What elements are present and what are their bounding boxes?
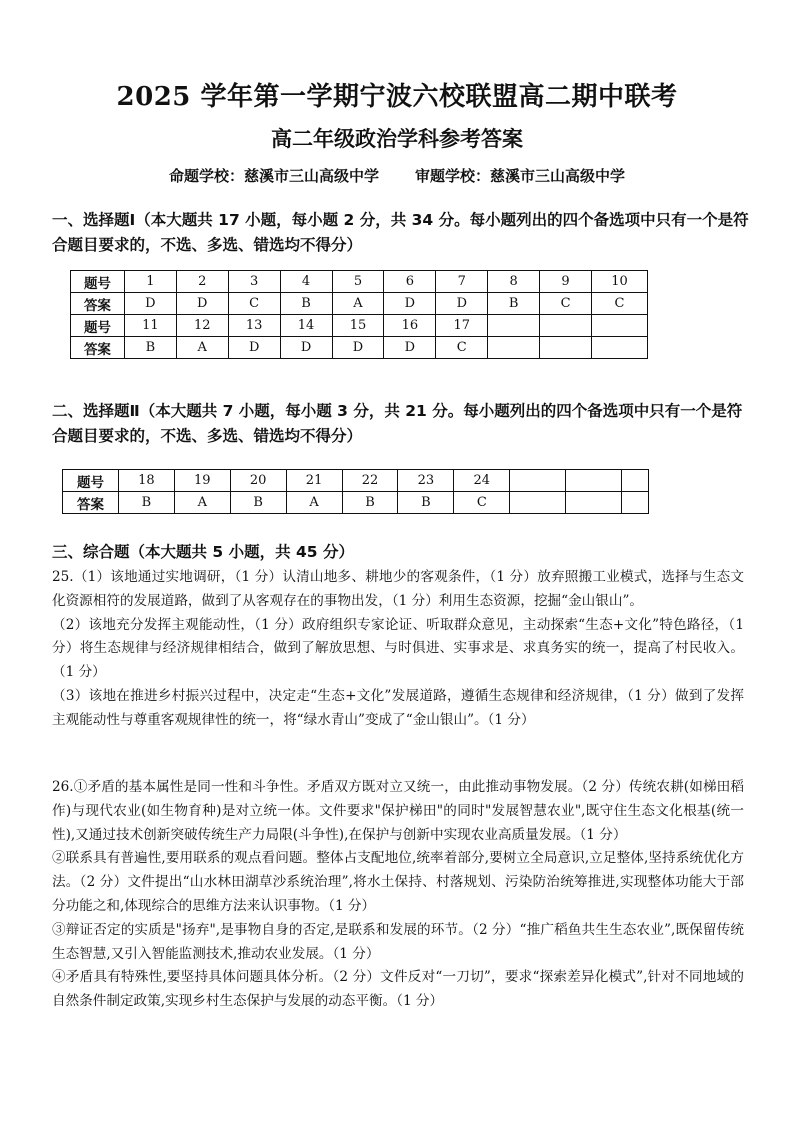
answer-cell: D: [176, 293, 228, 315]
question-number: 14: [280, 315, 332, 337]
answer-label: 答案: [71, 337, 125, 359]
proposer-school: 命题学校：慈溪市三山高级中学: [168, 167, 379, 185]
question-number: [510, 470, 566, 492]
answer-cell: B: [488, 293, 540, 315]
question-number: 18: [118, 470, 174, 492]
question-number: 2: [176, 271, 228, 293]
question-number: 17: [436, 315, 488, 337]
answer-paragraph: （3）该地在推进乡村振兴过程中，决定走“生态+文化”发展道路，遵循生态规律和经济规律，（1 分）做到了发挥主观能动性与尊重客观规律性的统一，将“绿水青山”变成了“金山银山”。（1 分）: [52, 687, 744, 728]
answer-cell: C: [540, 293, 592, 315]
answer-paragraph: （2）该地充分发挥主观能动性，（1 分）政府组织专家论证、听取群众意见，主动探索“生态+文化”特色路径，（1 分）将生态规律与经济规律相结合，做到了解放思想、与时俱进、实事求是、求真务实的统一，提高了村民收入。（1 分）: [52, 616, 744, 681]
answer-cell: D: [384, 337, 436, 359]
answer-cell: D: [332, 337, 384, 359]
question-number: 19: [174, 470, 230, 492]
answer-cell: D: [384, 293, 436, 315]
question-number: 22: [342, 470, 398, 492]
number-label: 题号: [71, 315, 125, 337]
page-title: 2025 学年第一学期宁波六校联盟高二期中联考: [116, 82, 678, 112]
question-number: 16: [384, 315, 436, 337]
question-number: 4: [280, 271, 332, 293]
question-number: 7: [436, 271, 488, 293]
table-row: [71, 293, 648, 315]
answer-cell: B: [118, 492, 174, 514]
answer-cell: D: [124, 293, 176, 315]
answer-paragraph: ②联系具有普遍性,要用联系的观点看问题。整体占支配地位,统率着部分,要树立全局意识,立足整体,坚持系统优化方法。（2 分）文件提出“山水林田湖草沙系统治理”,将水土保持、村落规划、污染防治统筹推进,实现整体功能大于部分功能之和,体现综合的思维方法来认识事物。（1 分）: [52, 850, 744, 914]
answer-label: 答案: [63, 492, 119, 514]
answer-cell: D: [280, 337, 332, 359]
question-number: 3: [228, 271, 280, 293]
section2-answer-table: [62, 469, 649, 514]
answer-cell: [622, 492, 649, 514]
answer-cell: D: [228, 337, 280, 359]
answer-cell: B: [230, 492, 286, 514]
number-label: 题号: [71, 271, 125, 293]
answer-cell: A: [286, 492, 342, 514]
answer-cell: D: [436, 293, 488, 315]
question-number: 23: [398, 470, 454, 492]
answer-paragraph: 26.①矛盾的基本属性是同一性和斗争性。矛盾双方既对立又统一，由此推动事物发展。（2 分）传统农耕(如梯田稻作)与现代农业(如生物育种)是对立统一体。文件要求"保护梯田"的同时"发展智慧农业",既守住生态文化根基(统一性),又通过技术创新突破传统生产力局限(斗争性),在保护与创新中实现农业高质量发展。（1 分）: [52, 779, 744, 843]
table-row: [71, 271, 648, 293]
question-number: 24: [454, 470, 510, 492]
answer-cell: A: [174, 492, 230, 514]
question-number: 15: [332, 315, 384, 337]
question-25-answer: [52, 566, 744, 733]
answer-cell: B: [280, 293, 332, 315]
answer-cell: [510, 492, 566, 514]
question-26-answer: [52, 776, 744, 1014]
table-row: [71, 337, 648, 359]
question-number: 10: [592, 271, 648, 293]
question-number: 20: [230, 470, 286, 492]
question-number: [540, 315, 592, 337]
answer-cell: A: [332, 293, 384, 315]
question-number: [566, 470, 622, 492]
answer-paragraph: ④矛盾具有特殊性,要坚持具体问题具体分析。（2 分）文件反对“一刀切”，要求“探索差异化模式”,针对不同地域的自然条件制定政策,实现乡村生态保护与发展的动态平衡。（1 分）: [52, 969, 744, 1010]
school-info: [0, 165, 794, 186]
section1-answer-table: [70, 270, 648, 359]
question-number: 5: [332, 271, 384, 293]
number-label: 题号: [63, 470, 119, 492]
section3-heading: 三、综合题（本大题共 5 小题，共 45 分）: [52, 543, 354, 561]
answer-cell: [566, 492, 622, 514]
answer-cell: B: [124, 337, 176, 359]
section1-heading: 一、选择题Ⅰ（本大题共 17 小题，每小题 2 分，共 34 分。每小题列出的四个备选项中只有一个是符合题目要求的，不选、多选、错选均不得分）: [52, 211, 749, 254]
table-row: [71, 315, 648, 337]
answer-cell: B: [342, 492, 398, 514]
answer-cell: [488, 337, 540, 359]
answer-paragraph: ③辩证否定的实质是"扬弃",是事物自身的否定,是联系和发展的环节。（2 分）“推广稻鱼共生生态农业”,既保留传统生态智慧,又引入智能监测技术,推动农业发展。（1 分）: [52, 921, 744, 962]
question-number: 21: [286, 470, 342, 492]
answer-cell: C: [592, 293, 648, 315]
question-number: [592, 315, 648, 337]
answer-label: 答案: [71, 293, 125, 315]
question-number: [488, 315, 540, 337]
question-number: [622, 470, 649, 492]
question-number: 13: [228, 315, 280, 337]
question-number: 11: [124, 315, 176, 337]
reviewer-school: 审题学校：慈溪市三山高级中学: [415, 167, 626, 185]
table-row: [63, 492, 649, 514]
answer-cell: [592, 337, 648, 359]
answer-cell: [540, 337, 592, 359]
question-number: 1: [124, 271, 176, 293]
question-number: 8: [488, 271, 540, 293]
answer-cell: C: [436, 337, 488, 359]
answer-cell: C: [454, 492, 510, 514]
answer-cell: C: [228, 293, 280, 315]
answer-cell: A: [176, 337, 228, 359]
question-number: 6: [384, 271, 436, 293]
answer-cell: B: [398, 492, 454, 514]
page-subtitle: 高二年级政治学科参考答案: [271, 127, 523, 151]
question-number: 9: [540, 271, 592, 293]
section2-heading: 二、选择题Ⅱ（本大题共 7 小题，每小题 3 分，共 21 分。每小题列出的四个备选项中只有一个是符合题目要求的，不选、多选、错选均不得分）: [52, 402, 743, 445]
answer-paragraph: 25.（1）该地通过实地调研，（1 分）认清山地多、耕地少的客观条件，（1 分）放弃照搬工业模式，选择与生态文化资源相符的发展道路，做到了从客观存在的事物出发，（1 分）利用生态资源，挖掘“金山银山”。: [52, 569, 744, 609]
table-row: [63, 470, 649, 492]
question-number: 12: [176, 315, 228, 337]
